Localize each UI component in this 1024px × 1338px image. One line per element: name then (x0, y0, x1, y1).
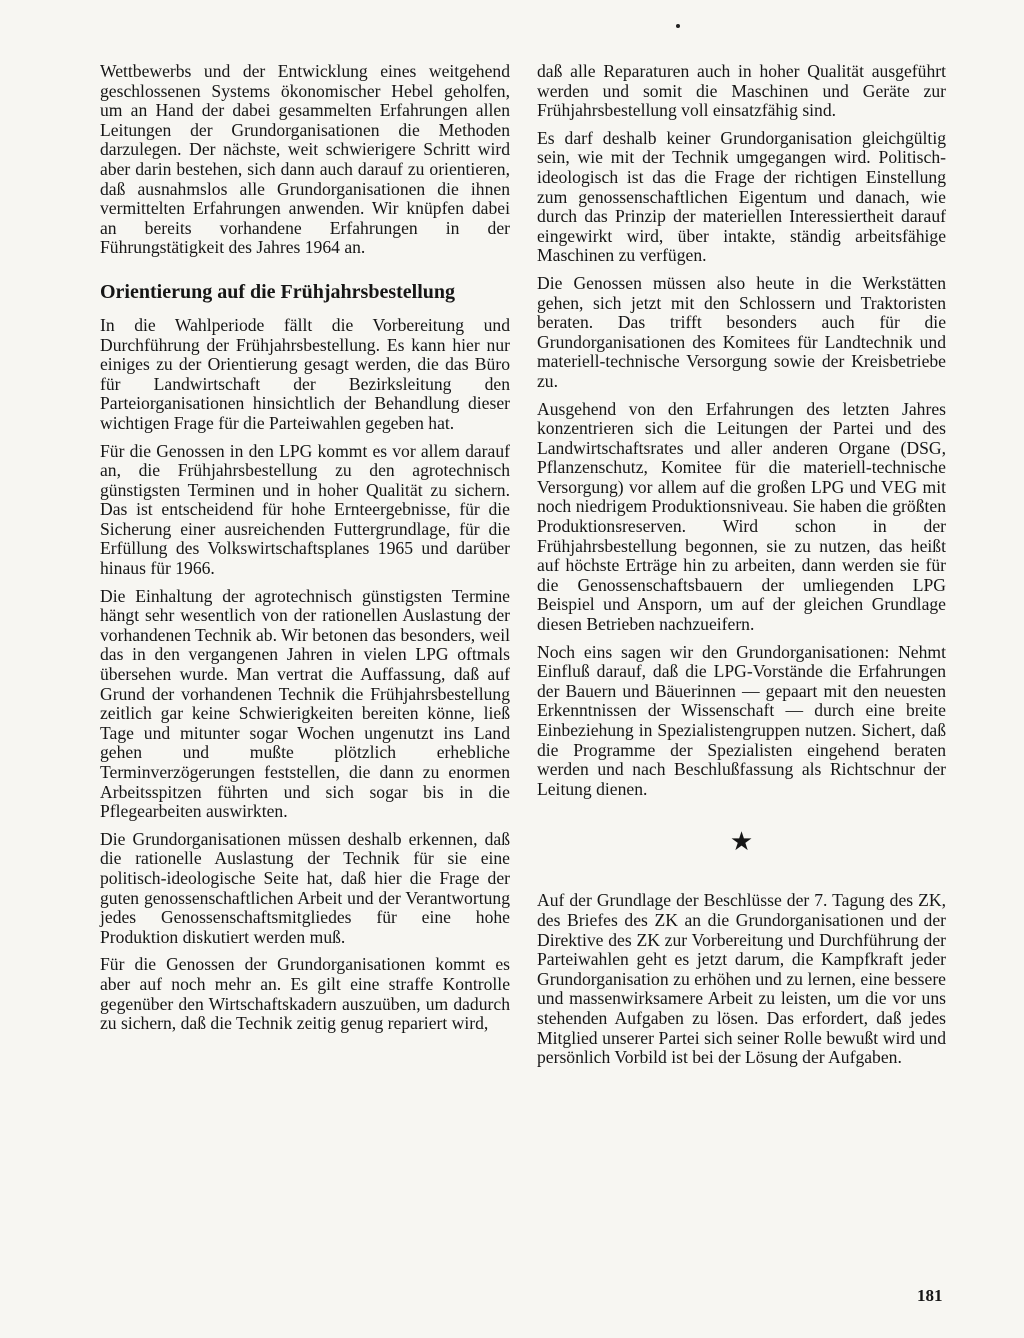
paragraph: Die Grundorganisationen müssen deshalb erkennen, daß die rationelle Auslastung der Technik für sie eine politisch-ideologische Seite hat, daß hier die Frage der guten genossenschaftlichen Arbeit und der Verantwortung jedes Genossenschaftsmitgliedes für eine hohe Produktion diskutiert werden muß. (100, 828, 510, 947)
section-heading: Orientierung auf die Frühjahrsbestellung (100, 280, 456, 303)
paragraph: Die Einhaltung der agrotechnisch günstigsten Termine hängt sehr wesentlich von der rationellen Auslastung der vorhandenen Technik ab. Wir betonen das besonders, weil das in den vergangenen Jahren in vielen LPG oftmals übersehen wurde. Man vertrat die Auffassung, daß auf Grund der vorhandenen Technik die Frühjahrsbestellung zeitlich gar keine Schwierigkeiten bereiten könne, ließ Tage und mitunter sogar Wochen ungenutzt ins Land gehen und mußte plötzlich erhebliche Terminverzögerungen feststellen, die dann zu enormen Arbeitsspitzen führten und sich sogar bis in die Pflegearbeiten auswirkten. (100, 585, 510, 822)
right-column (537, 62, 946, 1076)
paragraph: Wettbewerbs und der Entwicklung eines weitgehend geschlossenen Systems ökonomischer Hebel geholfen, um an Hand der dabei gesammelten Erfahrungen allen Leitungen der Grundorganisationen die Methoden darzulegen. Der nächste, weit schwierigere Schritt wird aber darin bestehen, sich dann auch darauf zu orientieren, daß ausnahmslos alle Grundorganisationen die ihnen vermittelten Erfahrungen anwenden. Wir knüpfen dabei an bereits vorhandene Erfahrungen in der Führungstätigkeit des Jahres 1964 an. (100, 61, 510, 258)
paragraph: Für die Genossen in den LPG kommt es vor allem darauf an, die Frühjahrsbestellung zu den agrotechnisch günstigsten Terminen und in hoher Qualität zu sichern. Das ist entscheidend für hohe Ernteergebnisse, für die Sicherung einer ausreichenden Futtergrundlage, für die Erfüllung des Volkswirtschaftsplanes 1965 und darüber hinaus für 1966. (100, 440, 510, 579)
paragraph: Auf der Grundlage der Beschlüsse der 7. Tagung des ZK, des Briefes des ZK an die Grundorganisationen und der Direktive des ZK zur Vorbereitung und Durchführung der Parteiwahlen geht es jetzt darum, die Kampfkraft jeder Grundorganisation zu erhöhen und zu lernen, eine bessere und massenwirksamere Arbeit zu leisten, um die vor uns stehenden Aufgaben zu lösen. Das erfordert, daß jedes Mitglied unserer Partei sich seiner Rolle bewußt wird und persönlich Vorbild ist bei der Lösung der Aufgaben. (537, 890, 946, 1068)
print-speck (676, 24, 680, 28)
section-divider-star-icon: ★ (729, 827, 754, 857)
left-column (100, 62, 510, 1042)
paragraph: Noch eins sagen wir den Grundorganisationen: Nehmt Einfluß darauf, daß die LPG-Vorstände die Erfahrungen der Bauern und Bäuerinnen — gepaart mit den neuesten Erkenntnissen der Wissenschaft — durch eine breite Einbeziehung in Spezialistengruppen nutzen. Sichert, daß die Programme der Spezialisten eingehend beraten werden und nach Beschlußfassung als Richtschnur der Leitung dienen. (537, 641, 946, 799)
paragraph: Ausgehend von den Erfahrungen des letzten Jahres konzentrieren sich die Leitungen der Partei und des Landwirtschaftsrates und aller anderen Organe (DSG, Pflanzenschutz, Komitee für die materiell-technische Versorgung) vor allem auf die großen LPG und VEG mit noch niedrigem Produktionsniveau. Sie haben die größten Produktionsreserven. Wird schon in der Frühjahrsbestellung begonnen, sie zu nutzen, das heißt auf höchste Erträge hin zu arbeiten, dann werden sie für die Genossenschaftsbauern der umliegenden LPG Beispiel und Ansporn, um auf der gleichen Grundlage diesen Betrieben nachzueifern. (537, 398, 946, 635)
paragraph: Die Genossen müssen also heute in die Werkstätten gehen, sich jetzt mit den Schlossern und Traktoristen beraten. Das trifft besonders auch für die Grundorganisationen des Komitees für Landtechnik und materiell-technische Versorgung sowie der Kreisbetriebe zu. (537, 272, 946, 391)
paragraph: In die Wahlperiode fällt die Vorbereitung und Durchführung der Frühjahrsbestellung. Es kann hier nur einiges zu der Orientierung gesagt werden, die das Büro für Landwirtschaft der Bezirksleitung den Parteiorganisationen hinsichtlich der Behandlung dieser wichtigen Frage für die Parteiwahlen gegeben hat. (100, 314, 510, 433)
paragraph: Für die Genossen der Grundorganisationen kommt es aber auf noch mehr an. Es gilt eine straffe Kontrolle gegenüber den Wirtschaftskadern auszuüben, um dadurch zu sichern, daß die Technik zeitig genug repariert wird, (100, 954, 510, 1034)
paragraph: Es darf deshalb keiner Grundorganisation gleichgültig sein, wie mit der Technik umgegangen wird. Politisch-ideologisch ist das die Frage der richtigen Einstellung zum genossenschaftlichen Eigentum und danach, wie durch das Prinzip der materiellen Interessiertheit darauf eingewirkt wird, über intakte, ständig arbeitsfähige Maschinen zu verfügen. (537, 127, 946, 266)
paragraph: daß alle Reparaturen auch in hoher Qualität ausgeführt werden und somit die Maschinen und Geräte zur Frühjahrsbestellung voll einsatzfähig sind. (537, 61, 946, 121)
page-number: 181 (917, 1286, 943, 1305)
